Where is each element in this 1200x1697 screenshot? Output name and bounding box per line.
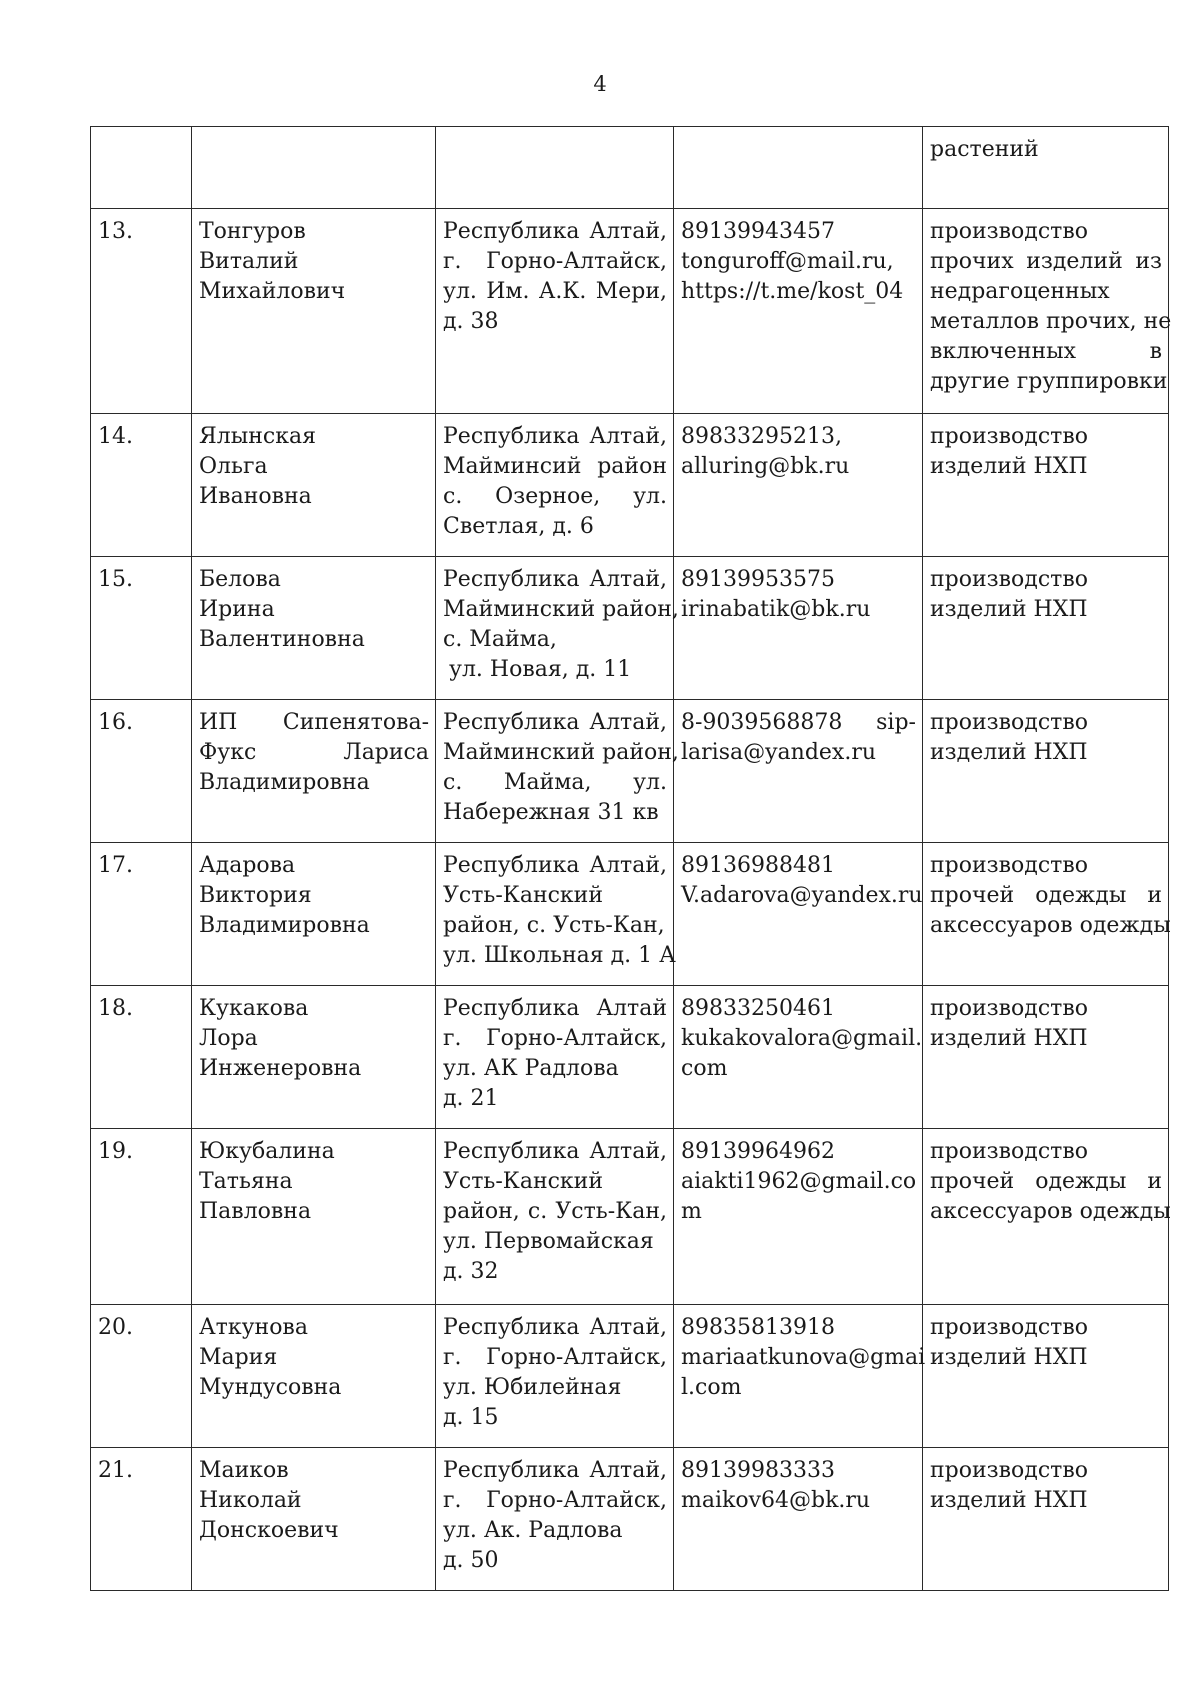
name-line: Ирина	[199, 597, 275, 622]
contact-line: tonguroff@mail.ru,	[681, 249, 894, 274]
cell-name	[192, 414, 436, 557]
contact-line: 8-9039568878 sip-	[681, 710, 916, 735]
cell-number	[91, 557, 192, 700]
cell-number	[91, 1129, 192, 1305]
address-line: Республика Алтай,	[443, 853, 667, 878]
table-row	[91, 1305, 1169, 1448]
activity-line: изделий НХП	[930, 454, 1088, 479]
activity-line: изделий НХП	[930, 597, 1088, 622]
cell-name	[192, 986, 436, 1129]
cell-contacts	[674, 127, 923, 209]
address-line: Республика Алтай,	[443, 424, 667, 449]
activity-line: изделий НХП	[930, 1345, 1088, 1370]
contact-line: aiakti1962@gmail.co	[681, 1169, 917, 1194]
cell-address	[436, 843, 674, 986]
cell-address	[436, 1448, 674, 1591]
activity-line: производство	[930, 219, 1088, 244]
address-line: Республика Алтай	[443, 996, 667, 1021]
contact-line: mariaatkunova@gmai	[681, 1345, 926, 1370]
address-line: д. 32	[443, 1259, 499, 1284]
address-line: г. Горно-Алтайск,	[443, 1026, 667, 1051]
name-line: Михайлович	[199, 279, 346, 304]
address-line: Усть-Канский	[443, 883, 604, 908]
name-line: Ольга	[199, 454, 268, 479]
contact-line: 89833295213,	[681, 424, 842, 449]
cell-number	[91, 209, 192, 414]
address-line: Республика Алтай,	[443, 710, 667, 735]
table-row	[91, 700, 1169, 843]
page-number: 4	[593, 72, 607, 96]
name-line: Маиков	[199, 1458, 289, 1483]
cell-activity	[923, 1305, 1169, 1448]
address-line: ул. АК Радлова	[443, 1056, 619, 1081]
contact-line: 89139943457	[681, 219, 835, 244]
activity-line: производство	[930, 853, 1088, 878]
cell-name	[192, 1305, 436, 1448]
activity-line: изделий НХП	[930, 1488, 1088, 1513]
address-line: район, с. Усть-Кан,	[443, 913, 665, 938]
activity-line: металлов прочих, не	[930, 309, 1172, 334]
table-row	[91, 843, 1169, 986]
cell-contacts	[674, 1305, 926, 1448]
name-line: Лора	[199, 1026, 258, 1051]
name-line: Тонгуров	[199, 219, 306, 244]
cell-number	[91, 700, 192, 843]
name-line: Мундусовна	[199, 1375, 342, 1400]
activity-line: прочих изделий из	[930, 249, 1162, 274]
cell-activity	[923, 1129, 1169, 1305]
cell-name	[192, 127, 436, 209]
cell-activity	[923, 1448, 1169, 1591]
address-line: г. Горно-Алтайск,	[443, 249, 667, 274]
name-line: Виктория	[199, 883, 312, 908]
address-line: Республика Алтай,	[443, 219, 667, 244]
address-line: с. Майма, ул.	[443, 770, 667, 795]
contact-line: maikov64@bk.ru	[681, 1488, 871, 1513]
activity-line: прочей одежды и	[930, 1169, 1162, 1194]
registry-table	[90, 126, 1172, 1591]
cell-activity	[923, 127, 1169, 209]
activity-line: производство	[930, 996, 1088, 1021]
contact-line: 89833250461	[681, 996, 835, 1021]
activity-line: производство	[930, 567, 1088, 592]
cell-number	[91, 1305, 192, 1448]
activity-line: аксессуаров одежды	[930, 913, 1171, 938]
cell-activity	[923, 414, 1169, 557]
name-line: Белова	[199, 567, 281, 592]
cell-activity	[923, 209, 1172, 414]
cell-address	[436, 1129, 674, 1305]
cell-number	[91, 414, 192, 557]
address-line: ул. Юбилейная	[443, 1375, 622, 1400]
name-line: ИП Сипенятова-	[199, 710, 429, 735]
name-line: Владимировна	[199, 770, 370, 795]
activity-line: производство	[930, 1139, 1088, 1164]
cell-name	[192, 557, 436, 700]
address-line: Республика Алтай,	[443, 1139, 667, 1164]
cell-number	[91, 843, 192, 986]
address-line: ул. Школьная д. 1 А	[443, 943, 676, 968]
address-line: г. Горно-Алтайск,	[443, 1488, 667, 1513]
row-number: 16.	[98, 710, 133, 735]
name-line: Донскоевич	[199, 1518, 339, 1543]
address-line: Майминский район,	[443, 740, 679, 765]
name-line: Ивановна	[199, 484, 312, 509]
registry-table-body	[91, 127, 1172, 1591]
row-number: 17.	[98, 853, 133, 878]
cell-address	[436, 700, 679, 843]
table-row	[91, 414, 1169, 557]
row-number: 14.	[98, 424, 133, 449]
activity-line: прочей одежды и	[930, 883, 1162, 908]
cell-activity	[923, 557, 1169, 700]
cell-contacts	[674, 700, 923, 843]
table-row	[91, 1129, 1169, 1305]
row-number: 20.	[98, 1315, 133, 1340]
contact-line: l.com	[681, 1375, 742, 1400]
activity-line: аксессуаров одежды	[930, 1199, 1171, 1224]
activity-line: недрагоценных	[930, 279, 1110, 304]
activity-line: растений	[930, 137, 1039, 162]
address-line: район, с. Усть-Кан,	[443, 1199, 667, 1224]
address-line: д. 15	[443, 1405, 499, 1430]
name-line: Николай	[199, 1488, 302, 1513]
activity-line: производство	[930, 424, 1088, 449]
cell-name	[192, 700, 436, 843]
cell-contacts	[674, 414, 923, 557]
table-row	[91, 1448, 1169, 1591]
contact-line: V.adarova@yandex.ru	[681, 883, 923, 908]
table-row-continuation	[91, 127, 1169, 209]
address-line: Светлая, д. 6	[443, 514, 594, 539]
contact-line: kukakovalora@gmail.	[681, 1026, 923, 1051]
cell-number	[91, 986, 192, 1129]
name-line: Мария	[199, 1345, 278, 1370]
cell-address	[436, 127, 674, 209]
name-line: Фукс Лариса	[199, 740, 429, 765]
contact-line: 89136988481	[681, 853, 835, 878]
address-line: д. 21	[443, 1086, 499, 1111]
cell-name	[192, 1129, 436, 1305]
cell-address	[436, 1305, 674, 1448]
table-row	[91, 986, 1169, 1129]
cell-activity	[923, 843, 1169, 986]
activity-line: другие группировки	[930, 369, 1168, 394]
row-number: 19.	[98, 1139, 133, 1164]
cell-contacts	[674, 209, 923, 414]
contact-line: irinabatik@bk.ru	[681, 597, 871, 622]
address-line: ул. Новая, д. 11	[449, 657, 632, 682]
cell-contacts	[674, 1448, 923, 1591]
name-line: Кукакова	[199, 996, 309, 1021]
contact-line: 89139964962	[681, 1139, 835, 1164]
activity-line: изделий НХП	[930, 1026, 1088, 1051]
address-line: д. 50	[443, 1548, 499, 1573]
address-line: г. Горно-Алтайск,	[443, 1345, 667, 1370]
address-line: Республика Алтай,	[443, 567, 667, 592]
activity-line: производство	[930, 1458, 1088, 1483]
activity-line: производство	[930, 710, 1088, 735]
row-number: 18.	[98, 996, 133, 1021]
address-line: д. 38	[443, 309, 499, 334]
name-line: Юкубалина	[199, 1139, 335, 1164]
address-line: Республика Алтай,	[443, 1458, 667, 1483]
contact-line: m	[681, 1199, 702, 1224]
name-line: Инженеровна	[199, 1056, 362, 1081]
contact-line: https://t.me/kost_04	[681, 279, 904, 304]
name-line: Адарова	[199, 853, 296, 878]
cell-number	[91, 127, 192, 209]
cell-name	[192, 843, 436, 986]
cell-name	[192, 1448, 436, 1591]
name-line: Татьяна	[199, 1169, 293, 1194]
cell-address	[436, 414, 674, 557]
address-line: с. Озерное, ул.	[443, 484, 667, 509]
activity-line: включенных в	[930, 339, 1162, 364]
name-line: Владимировна	[199, 913, 370, 938]
name-line: Виталий	[199, 249, 299, 274]
activity-line: производство	[930, 1315, 1088, 1340]
name-line: Ялынская	[199, 424, 316, 449]
address-line: ул. Первомайская	[443, 1229, 654, 1254]
table-row	[91, 209, 1169, 414]
address-line: Усть-Канский	[443, 1169, 604, 1194]
contact-line: 89139953575	[681, 567, 835, 592]
activity-line: изделий НХП	[930, 740, 1088, 765]
contact-line: 89835813918	[681, 1315, 835, 1340]
address-line: с. Майма,	[443, 627, 557, 652]
cell-number	[91, 1448, 192, 1591]
contact-line: larisa@yandex.ru	[681, 740, 877, 765]
address-line: Майминский район,	[443, 597, 679, 622]
contact-line: com	[681, 1056, 728, 1081]
name-line: Павловна	[199, 1199, 312, 1224]
cell-activity	[923, 986, 1169, 1129]
address-line: Набережная 31 кв	[443, 800, 659, 825]
name-line: Аткунова	[199, 1315, 308, 1340]
contact-line: 89139983333	[681, 1458, 835, 1483]
row-number: 15.	[98, 567, 133, 592]
table-row	[91, 557, 1169, 700]
name-line: Валентиновна	[199, 627, 365, 652]
cell-contacts	[674, 557, 923, 700]
cell-contacts	[674, 1129, 923, 1305]
cell-address	[436, 557, 679, 700]
cell-name	[192, 209, 436, 414]
row-number: 21.	[98, 1458, 133, 1483]
row-number: 13.	[98, 219, 133, 244]
address-line: ул. Им. А.К. Мери,	[443, 279, 667, 304]
cell-activity	[923, 700, 1169, 843]
cell-address	[436, 209, 674, 414]
cell-contacts	[674, 986, 923, 1129]
contact-line: alluring@bk.ru	[681, 454, 850, 479]
cell-contacts	[674, 843, 923, 986]
address-line: ул. Ак. Радлова	[443, 1518, 623, 1543]
address-line: Республика Алтай,	[443, 1315, 667, 1340]
address-line: Майминсий район	[443, 454, 667, 479]
cell-address	[436, 986, 674, 1129]
